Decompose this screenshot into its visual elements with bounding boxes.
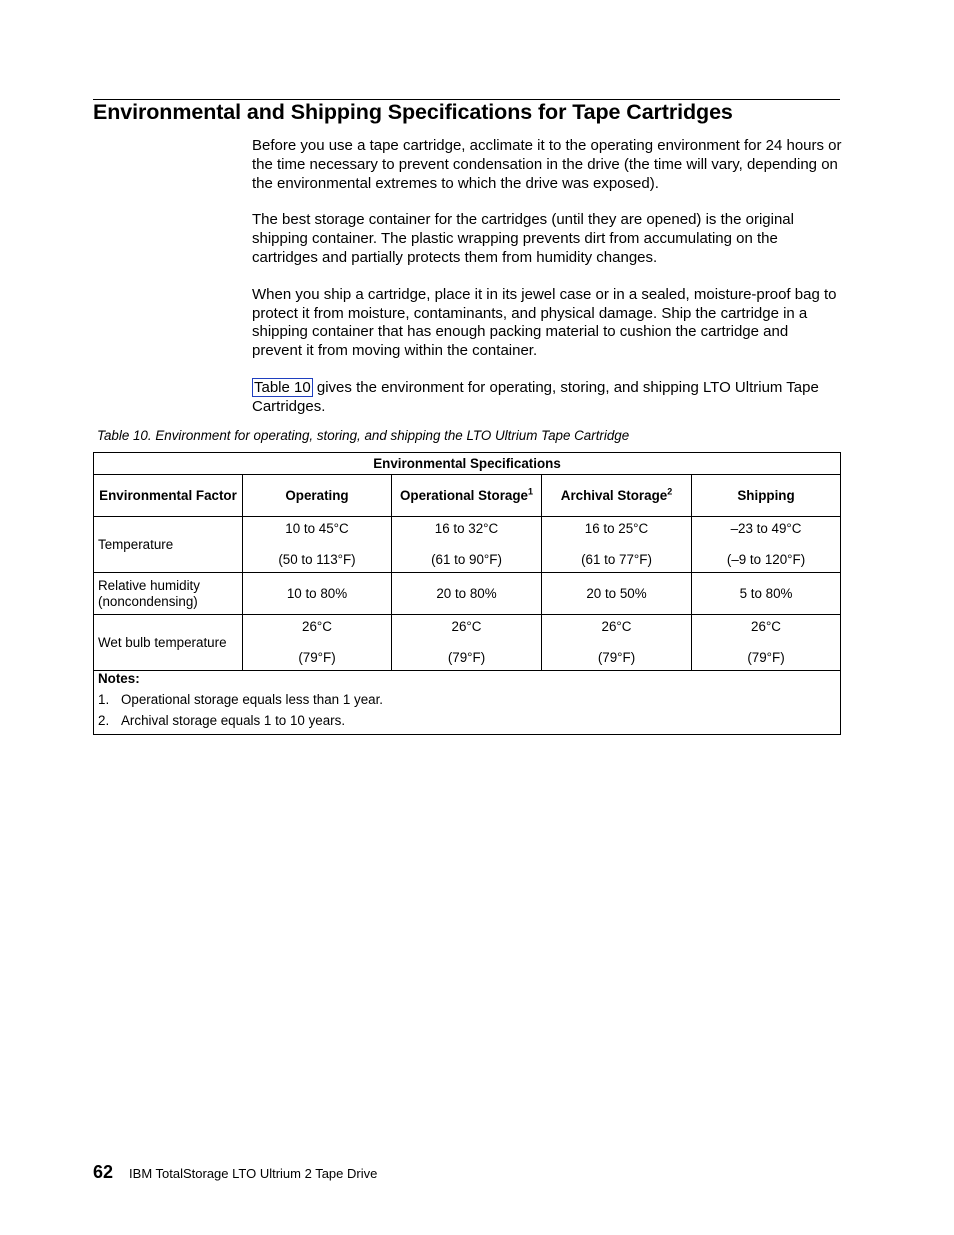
cell-humidity-operating — [243, 573, 392, 615]
note-item — [98, 692, 836, 708]
note-item — [98, 713, 836, 729]
cell-value: 10 to 80% — [286, 585, 348, 601]
table-notes-row — [94, 671, 841, 735]
table-row — [94, 517, 841, 573]
cell-value: 26°C — [751, 619, 781, 634]
cell-value: (50 to 113°F) — [278, 552, 356, 567]
table-row — [94, 615, 841, 671]
paragraph-storage-container: The best storage container for the cartridges (until they are opened) is the original shipping container. The plastic wrapping prevents dirt from accumulating on the cartridges and partially protects them from humidity changes. — [252, 211, 794, 266]
note-text: Operational storage equals less than 1 year. — [121, 692, 384, 707]
cell-value: (79°F) — [747, 650, 785, 665]
cell-humidity-shipping — [692, 573, 841, 615]
cell-temperature-archival-storage — [542, 517, 692, 573]
table-title-row — [94, 453, 841, 475]
note-text: Archival storage equals 1 to 10 years. — [121, 713, 346, 728]
cell-value: 26°C — [601, 619, 632, 634]
paragraph-shipping: When you ship a cartridge, place it in its jewel case or in a sealed, moisture-proof bag to protect it from moisture, contaminants, and physical damage. Ship the cartridge in a shipping container that has enough packing material to cushion the cartridge and prevent it from moving within the container. — [252, 285, 837, 360]
table-reference-text: gives the environment for operating, storing, and shipping LTO Ultrium Tape Cartridges. — [252, 378, 819, 415]
table-10-link[interactable]: Table 10 — [254, 378, 311, 396]
book-title: IBM TotalStorage LTO Ultrium 2 Tape Drive — [129, 1166, 378, 1181]
cell-wetbulb-operational-storage — [392, 615, 542, 671]
cell-value: (79°F) — [597, 650, 636, 665]
cell-value: 16 to 32°C — [434, 521, 499, 536]
col-header-archival-storage — [542, 475, 692, 517]
section-heading: Environmental and Shipping Specifications for Tape Cartridges — [93, 100, 733, 124]
row-factor-wet-bulb: Wet bulb temperature — [94, 615, 243, 671]
paragraph-table-reference — [252, 379, 842, 417]
cell-value: 26°C — [302, 619, 332, 634]
page-footer — [93, 1162, 377, 1183]
col-header-operational-storage — [392, 475, 542, 517]
row-factor-relative-humidity: Relative humidity (noncondensing) — [94, 573, 243, 615]
table-title: Environmental Specifications — [94, 453, 841, 475]
environment-spec-table — [93, 452, 841, 735]
note-number: 1. — [98, 692, 110, 707]
row-factor-temperature: Temperature — [94, 517, 243, 573]
col-header-factor: Environmental Factor — [94, 475, 243, 517]
col-header-operating: Operating — [243, 475, 392, 517]
cell-humidity-archival-storage — [542, 573, 692, 615]
cell-wetbulb-operating — [243, 615, 392, 671]
footnote-ref-1: 1 — [527, 486, 533, 497]
paragraph-acclimate: Before you use a tape cartridge, acclimate it to the operating environment for 24 hours or the time necessary to prevent condensation in the drive (the time will vary, depending on the environmental extremes to which the drive was exposed). — [252, 137, 842, 192]
cell-value: 16 to 25°C — [584, 521, 649, 536]
cell-value: (79°F) — [447, 650, 486, 665]
body-text — [252, 137, 842, 435]
table-header-row — [94, 475, 841, 517]
notes-title: Notes: — [98, 671, 140, 686]
col-header-shipping: Shipping — [692, 475, 841, 517]
cell-value: (61 to 90°F) — [431, 552, 502, 567]
cell-humidity-operational-storage — [392, 573, 542, 615]
table-row — [94, 573, 841, 615]
cell-temperature-operating — [243, 517, 392, 573]
cell-temperature-operational-storage — [392, 517, 542, 573]
cell-value: (–9 to 120°F) — [726, 552, 806, 567]
footnote-ref-2: 2 — [667, 486, 673, 497]
table-caption: Table 10. Environment for operating, storing, and shipping the LTO Ultrium Tape Cartridge — [97, 428, 630, 443]
cell-value: 10 to 45°C — [285, 521, 349, 536]
col-header-operational-storage-label: Operational Storage — [400, 487, 528, 503]
cell-wetbulb-shipping — [692, 615, 841, 671]
cell-value: (61 to 77°F) — [581, 552, 652, 567]
col-header-archival-storage-label: Archival Storage — [560, 487, 668, 503]
cell-value: 20 to 80% — [436, 585, 497, 601]
cell-wetbulb-archival-storage — [542, 615, 692, 671]
cell-value: 20 to 50% — [586, 585, 647, 601]
table-notes — [94, 671, 841, 735]
cell-value: (79°F) — [298, 650, 336, 665]
page-number: 62 — [93, 1162, 114, 1182]
cell-value: –23 to 49°C — [730, 521, 802, 536]
note-number: 2. — [98, 713, 110, 728]
cell-value: 26°C — [451, 619, 482, 634]
cell-value: 5 to 80% — [739, 585, 793, 601]
cell-temperature-shipping — [692, 517, 841, 573]
